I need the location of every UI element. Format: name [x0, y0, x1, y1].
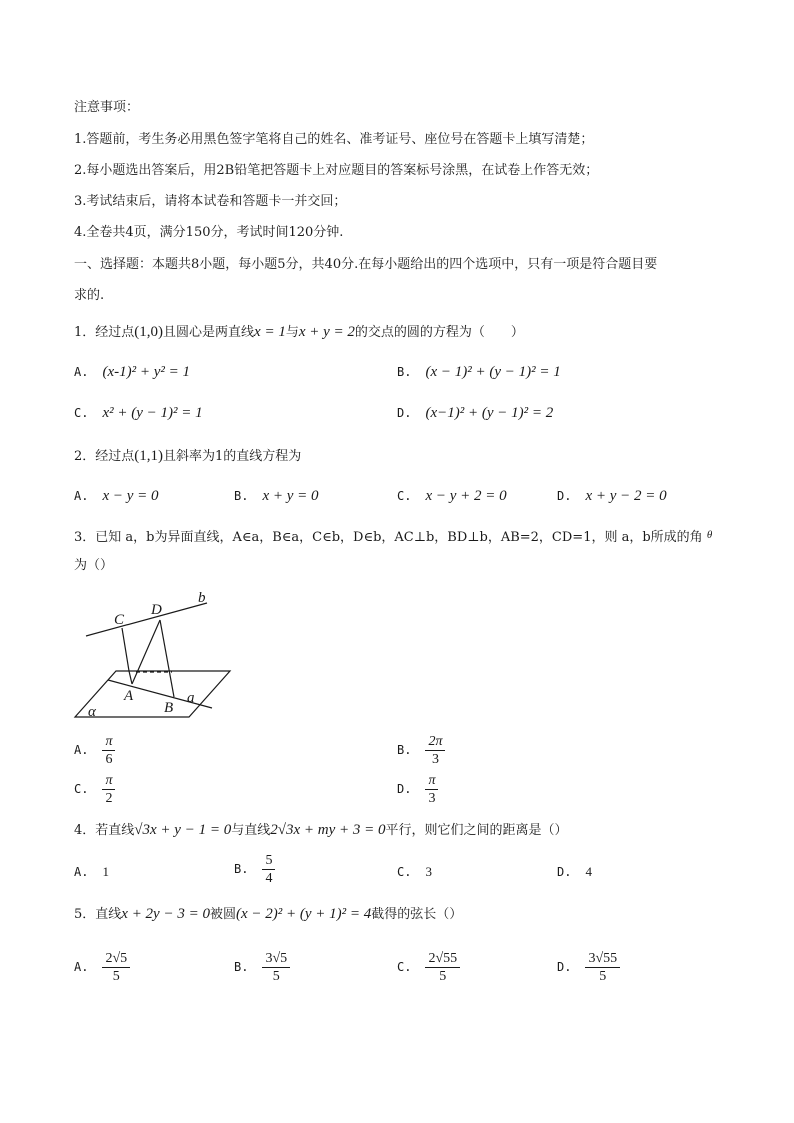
segment-bd	[160, 620, 174, 697]
label-c: C	[114, 612, 125, 628]
q1-option-d: D. (x−1)² + (y − 1)² = 2	[397, 405, 554, 421]
q5-option-b: B. $\frac{3√5}{5}$	[234, 950, 290, 985]
label-a-point: A	[124, 688, 134, 704]
note-item-3: 3.考试结束后，请将本试卷和答题卡一并交回；	[74, 194, 347, 209]
q3-option-a: A. $\frac{\pi}{6}$	[74, 733, 115, 768]
q3-option-b: B. $\frac{2\pi}{3}$	[397, 733, 445, 768]
q5-option-c: C. $\frac{2√55}{5}$	[397, 950, 460, 985]
label-alpha: α	[88, 704, 96, 720]
note-item-1: 1.答题前，考生务必用黑色签字笔将自己的姓名、准考证号、座位号在答题卡上填写清楚；	[74, 132, 594, 147]
q4-option-c: C. 3	[397, 864, 432, 879]
segment-ac-upper	[122, 628, 129, 671]
q4-option-d: D. 4	[557, 864, 592, 879]
q1-option-a: A. (x-1)² + y² = 1	[74, 364, 190, 380]
label-a-line: a	[187, 690, 195, 706]
question-5-stem: 5．直线x + 2y − 3 = 0被圆(x − 2)² + (y + 1)² = 4截得的弦长（）	[74, 906, 463, 922]
q3-option-c: C. $\frac{\pi}{2}$	[74, 772, 115, 807]
q1-option-b: B. (x − 1)² + (y − 1)² = 1	[397, 364, 561, 380]
q4-option-a: A. 1	[74, 864, 109, 879]
q2-option-b: B. x + y = 0	[234, 488, 319, 504]
label-b: b	[198, 590, 206, 606]
section-heading-line1: 一、选择题：本题共8小题，每小题5分，共40分.在每小题给出的四个选项中，只有一项是符合题目要	[74, 257, 658, 272]
label-d: D	[151, 602, 162, 618]
note-item-2: 2.每小题选出答案后，用2B铅笔把答题卡上对应题目的答案标号涂黑，在试卷上作答无效；	[74, 163, 599, 178]
note-item-4: 4.全卷共4页，满分150分，考试时间120分钟.	[74, 225, 344, 240]
q4-option-b: B. $\frac{5}{4}$	[234, 852, 275, 887]
question-2-stem: 2．经过点(1,1)且斜率为1的直线方程为	[74, 448, 302, 464]
question-3-stem-line2: 为（）	[74, 558, 114, 573]
q5-option-d: D. $\frac{3√55}{5}$	[557, 950, 620, 985]
question-3-stem-line1: 3．已知 a，b为异面直线，A∈a，B∈a，C∈b，D∈b，AC⊥b，BD⊥b，AB=2，CD=1，则 a，b所成的角 $^\theta$	[74, 529, 713, 545]
notes-heading: 注意事项：	[74, 100, 140, 115]
q5-option-a: A. $\frac{2√5}{5}$	[74, 950, 130, 985]
question-4-stem: 4．若直线√3x + y − 1 = 0与直线2√3x + my + 3 = 0平行，则它们之间的距离是（）	[74, 822, 568, 838]
plane-alpha	[75, 671, 230, 717]
line-b	[86, 603, 207, 636]
section-heading-line2: 求的.	[74, 288, 105, 303]
segment-ac-lower	[129, 671, 132, 684]
q2-option-d: D. x + y − 2 = 0	[557, 488, 667, 504]
q3-option-d: D. $\frac{\pi}{3}$	[397, 772, 438, 807]
q1-option-c: C. x² + (y − 1)² = 1	[74, 405, 203, 421]
skew-lines-figure	[72, 590, 237, 722]
segment-ad	[132, 620, 160, 684]
question-1-stem: 1．经过点(1,0)且圆心是两直线x = 1与x + y = 2的交点的圆的方程为（ ）	[74, 324, 524, 340]
label-b-point: B	[164, 700, 174, 716]
q2-option-c: C. x − y + 2 = 0	[397, 488, 507, 504]
q2-option-a: A. x − y = 0	[74, 488, 159, 504]
